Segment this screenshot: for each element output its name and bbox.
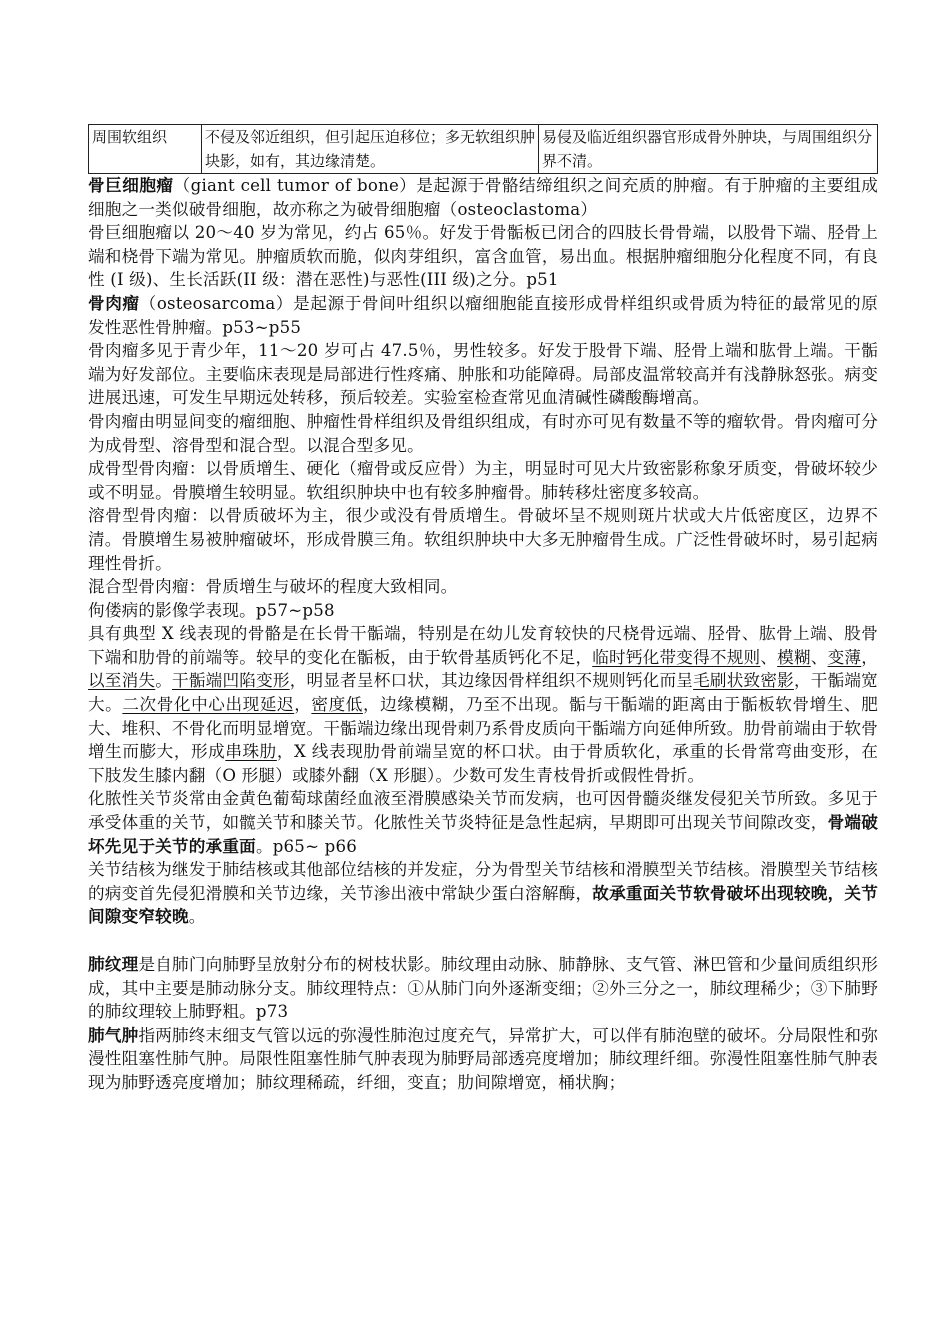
emphysema-paragraph (88, 1024, 878, 1095)
punct: 、 (760, 647, 778, 667)
underline-term: 干骺端凹陷变形 (172, 671, 290, 691)
osteolytic-paragraph: 溶骨型骨肉瘤：以骨质破坏为主，很少或没有骨质增生。骨破坏呈不规则斑片状或大片低密度区，边界不清。骨膜增生易被肿瘤破坏，形成骨膜三角。软组织肿块中大多无肿瘤骨生成。广泛性骨破坏时，易引起病理性骨折。 (88, 506, 878, 573)
underline-term: 串珠肋 (225, 742, 277, 762)
septic-text: 化脓性关节炎常由金黄色葡萄球菌经血液至滑膜感染关节而发病，也可因骨髓炎继发侵犯关节所致。多见于承受体重的关节，如髋关节和膝关节。化脓性关节炎特征是急性起病，早期即可出现关节间隙改变， (88, 789, 878, 833)
rickets-text-4: ，边缘模糊，乃至不出现。骺与干骺端的距离由于骺板软骨增生、肥大、堆积、不骨化而明显增宽。干骺端边缘出现骨刺乃系骨皮质向干骺端方向延伸所致。肋骨前端由于软骨增生而膨大，形成 (88, 695, 879, 762)
giant-cell-paragraph: 骨巨细胞瘤以 20～40 岁为常见，约占 65％。好发于骨骺板已闭合的四肢长骨骨端，以股骨下端、胫骨上端和桡骨下端为常见。肿瘤质软而脆，似肉芽组织，富含血管，易出血。根据肿瘤细胞分化程度不同，有良性 (I 级)、生长活跃(II 级：潜在恶性)与恶性(III 级)之分。p51 (88, 223, 878, 290)
underline-term: 变薄 (827, 647, 862, 667)
rickets-text-1: 具有典型 X 线表现的骨骼是在长骨干骺端，特别是在幼儿发育较快的尺桡骨远端、胫骨、肱骨上端、股骨下端和肋骨的前端等。较早的变化在骺板，由于软骨基质钙化不足， (88, 624, 878, 667)
underline-term: 模糊 (777, 647, 811, 667)
underline-term: 以至消失 (88, 671, 156, 691)
term-giant-cell: 骨巨细胞瘤 (88, 175, 174, 195)
body-text (88, 174, 878, 1095)
page-content (88, 124, 878, 1095)
septic-bold: 骨端破坏先见于关节的承重面 (88, 812, 878, 856)
term-osteosarcoma: 骨肉瘤 (88, 292, 140, 313)
underline-term: 临时钙化带变得不规则 (592, 647, 761, 667)
term-lung-markings: 肺纹理 (88, 954, 139, 974)
septic-tail: 。p65~ p66 (255, 836, 357, 856)
rickets-text-3: ，干骺端宽大。 (88, 671, 878, 715)
benign-cell: 不侵及邻近组织，但引起压迫移位；多无软组织肿块影，如有，其边缘清楚。 (202, 125, 539, 174)
malignant-cell: 易侵及临近组织器官形成骨外肿块，与周围组织分界不清。 (539, 125, 878, 174)
joint-tb-tail: 。 (188, 907, 206, 927)
osteoblastic-paragraph: 成骨型骨肉瘤：以骨质增生、硬化（瘤骨或反应骨）为主，明显时可见大片致密影称象牙质变，骨破坏较少或不明显。骨膜增生较明显。软组织肿块中也有较多肿瘤骨。肺转移灶密度多较高。 (88, 459, 878, 502)
emphysema-text: 指两肺终末细支气管以远的弥漫性肺泡过度充气，异常扩大，可以伴有肺泡壁的破坏。分局限性和弥漫性阻塞性肺气肿。局限性阻塞性肺气肿表现为肺野局部透亮度增加；肺纹理纤细。弥漫性阻塞性肺气肿表现为肺野透亮度增加；肺纹理稀疏，纤细，变直；肋间隙增宽，桶状胸； (88, 1025, 878, 1092)
punct: ， (294, 695, 312, 715)
osteosarcoma-paragraph-2: 骨肉瘤由明显间变的瘤细胞、肿瘤性骨样组织及骨组织组成，有时亦可见有数量不等的瘤软骨。骨肉瘤可分为成骨型、溶骨型和混合型。以混合型多见。 (88, 411, 878, 455)
comparison-table (88, 124, 878, 174)
joint-tb-text: 关节结核为继发于肺结核或其他部位结核的并发症，分为骨型关节结核和滑膜型关节结核。滑膜型关节结核的病变首先侵犯滑膜和关节边缘，关节渗出液中常缺少蛋白溶解酶， (88, 860, 878, 903)
osteosarcoma-definition (88, 292, 878, 339)
punct: ， (861, 647, 879, 667)
punct: 、 (810, 647, 828, 667)
mixed-type-paragraph: 混合型骨肉瘤：骨质增生与破坏的程度大致相同。 (88, 577, 458, 597)
septic-arthritis-paragraph (88, 787, 878, 858)
rickets-heading: 佝偻病的影像学表现。p57~p58 (88, 600, 335, 620)
underline-term: 密度低 (311, 695, 363, 715)
underline-term: 毛刷状致密影 (693, 671, 794, 691)
giant-cell-definition (88, 174, 878, 221)
paragraph-gap (88, 929, 878, 953)
joint-tb-bold: 故承重面关节软骨破坏出现较晚，关节间隙变窄较晚 (88, 882, 878, 927)
term-emphysema: 肺气肿 (88, 1024, 139, 1045)
lung-markings-paragraph (88, 953, 878, 1024)
row-label: 周围软组织 (89, 125, 202, 174)
osteosarcoma-paragraph-1: 骨肉瘤多见于青少年，11～20 岁可占 47.5％，男性较多。好发于股骨下端、胫骨上端和肱骨上端。干骺端为好发部位。主要临床表现是局部进行性疼痛、肿胀和功能障碍。局部皮温常较高并有浅静脉怒张。病变进展迅速，可发生早期远处转移，预后较差。实验室检查常见血清碱性磷酸酶增高。 (88, 341, 878, 408)
rickets-text-2: ，明显者呈杯口状，其边缘因骨样组织不规则钙化而呈 (289, 671, 694, 691)
lung-markings-text: 是自肺门向肺野呈放射分布的树枝状影。肺纹理由动脉、肺静脉、支气管、淋巴管和少量间质组织形成，其中主要是肺动脉分支。肺纹理特点：①从肺门向外逐渐变细；②外三分之一，肺纹理稀少；③下肺野的肺纹理较上肺野粗。p73 (88, 955, 878, 1022)
rickets-text-5: ，X 线表现肋骨前端呈宽的杯口状。由于骨质软化，承重的长骨常弯曲变形，在下肢发生膝内翻（O 形腿）或膝外翻（X 形腿）。少数可发生青枝骨折或假性骨折。 (88, 742, 878, 785)
joint-tb-paragraph (88, 858, 878, 929)
table-row (89, 125, 878, 174)
underline-term: 二次骨化中心出现延迟 (122, 695, 295, 715)
rickets-paragraph (88, 622, 878, 787)
punct: 。 (155, 671, 173, 691)
giant-cell-def-text: （giant cell tumor of bone）是起源于骨骼结缔组织之间充质的肿瘤。有于肿瘤的主要组成细胞之一类似破骨细胞，故亦称之为破骨细胞瘤（osteoclastoma） (88, 176, 878, 219)
osteosarcoma-def-text: （osteosarcoma）是起源于骨间叶组织以瘤细胞能直接形成骨样组织或骨质为特征的最常见的原发性恶性骨肿瘤。p53~p55 (88, 293, 878, 337)
